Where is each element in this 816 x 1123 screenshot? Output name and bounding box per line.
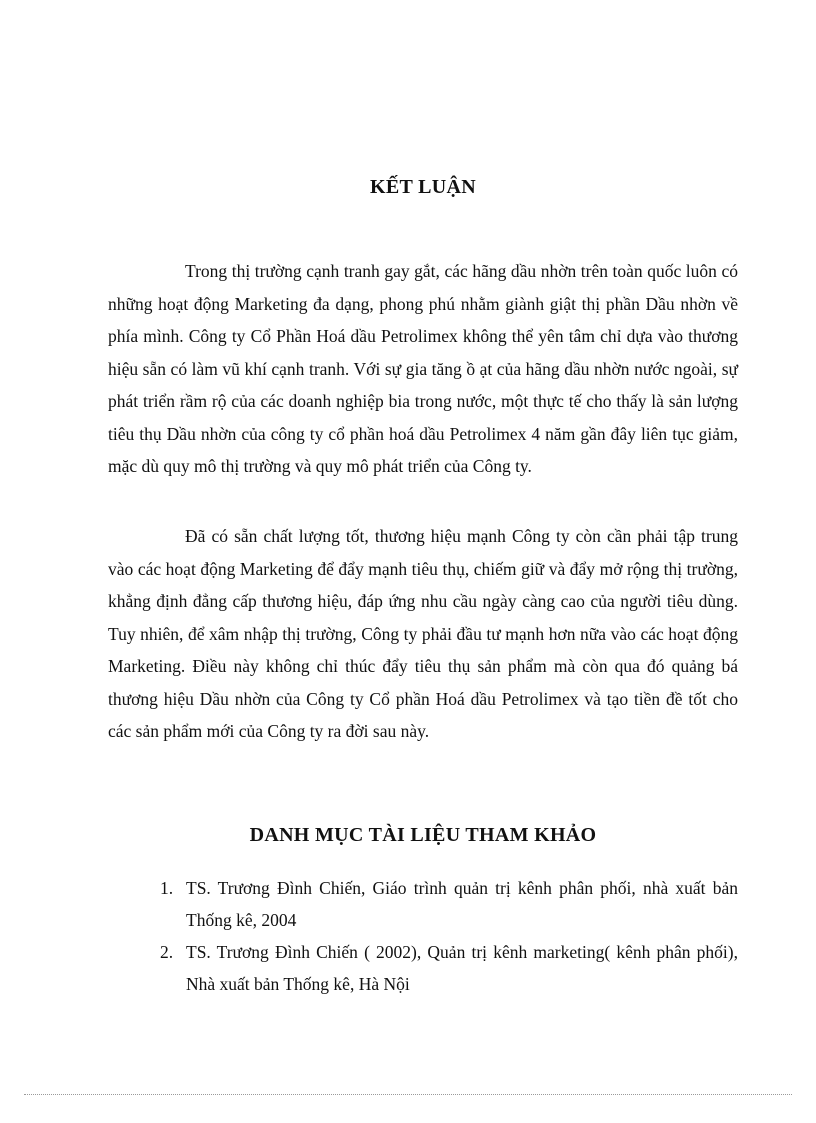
reference-item bbox=[108, 936, 738, 1000]
reference-item bbox=[108, 872, 738, 936]
conclusion-paragraph-1-block bbox=[108, 255, 738, 483]
reference-text: TS. Trương Đình Chiến ( 2002), Quản trị kênh marketing( kênh phân phối), Nhà xuất bản Thống kê, Hà Nội bbox=[186, 942, 738, 994]
references-list bbox=[108, 872, 738, 1000]
references-heading: DANH MỤC TÀI LIỆU THAM KHẢO bbox=[249, 824, 597, 846]
conclusion-heading: KẾT LUẬN bbox=[370, 176, 476, 198]
footer-divider bbox=[24, 1094, 792, 1095]
conclusion-paragraph: Trong thị trường cạnh tranh gay gắt, các hãng dầu nhờn trên toàn quốc luôn có những hoạt động Marketing đa dạng, phong phú nhằm giành giật thị phần Dầu nhờn về phía mình. Công ty Cổ Phần Hoá dầu Petrolimex không thể yên tâm chỉ dựa vào thương hiệu sẵn có làm vũ khí cạnh tranh. Với sự gia tăng ồ ạt của hãng dầu nhờn nước ngoài, sự phát triển rầm rộ của các doanh nghiệp bia trong nước, một thực tế cho thấy là sản lượng tiêu thụ Dầu nhờn của công ty cổ phần hoá dầu Petrolimex 4 năm gần đây liên tục giảm, mặc dù quy mô thị trường và quy mô phát triển của Công ty. bbox=[108, 261, 738, 476]
reference-number: 2. bbox=[160, 942, 174, 962]
conclusion-paragraph-2-block bbox=[108, 520, 738, 748]
reference-number: 1. bbox=[160, 878, 174, 898]
conclusion-paragraph: Đã có sẵn chất lượng tốt, thương hiệu mạnh Công ty còn cần phải tập trung vào các hoạt động Marketing để đẩy mạnh tiêu thụ, chiếm giữ và đẩy mở rộng thị trường, khẳng định đẳng cấp thương hiệu, đáp ứng nhu cầu ngày càng cao của người tiêu dùng. Tuy nhiên, để xâm nhập thị trường, Công ty phải đầu tư mạnh hơn nữa vào các hoạt động Marketing. Điều này không chỉ thúc đẩy tiêu thụ sản phẩm mà còn qua đó quảng bá thương hiệu Dầu nhờn của Công ty Cổ phần Hoá dầu Petrolimex và tạo tiền đề tốt cho các sản phẩm mới của Công ty ra đời sau này. bbox=[108, 526, 738, 741]
reference-text: TS. Trương Đình Chiến, Giáo trình quản trị kênh phân phối, nhà xuất bản Thống kê, 2004 bbox=[186, 878, 738, 930]
